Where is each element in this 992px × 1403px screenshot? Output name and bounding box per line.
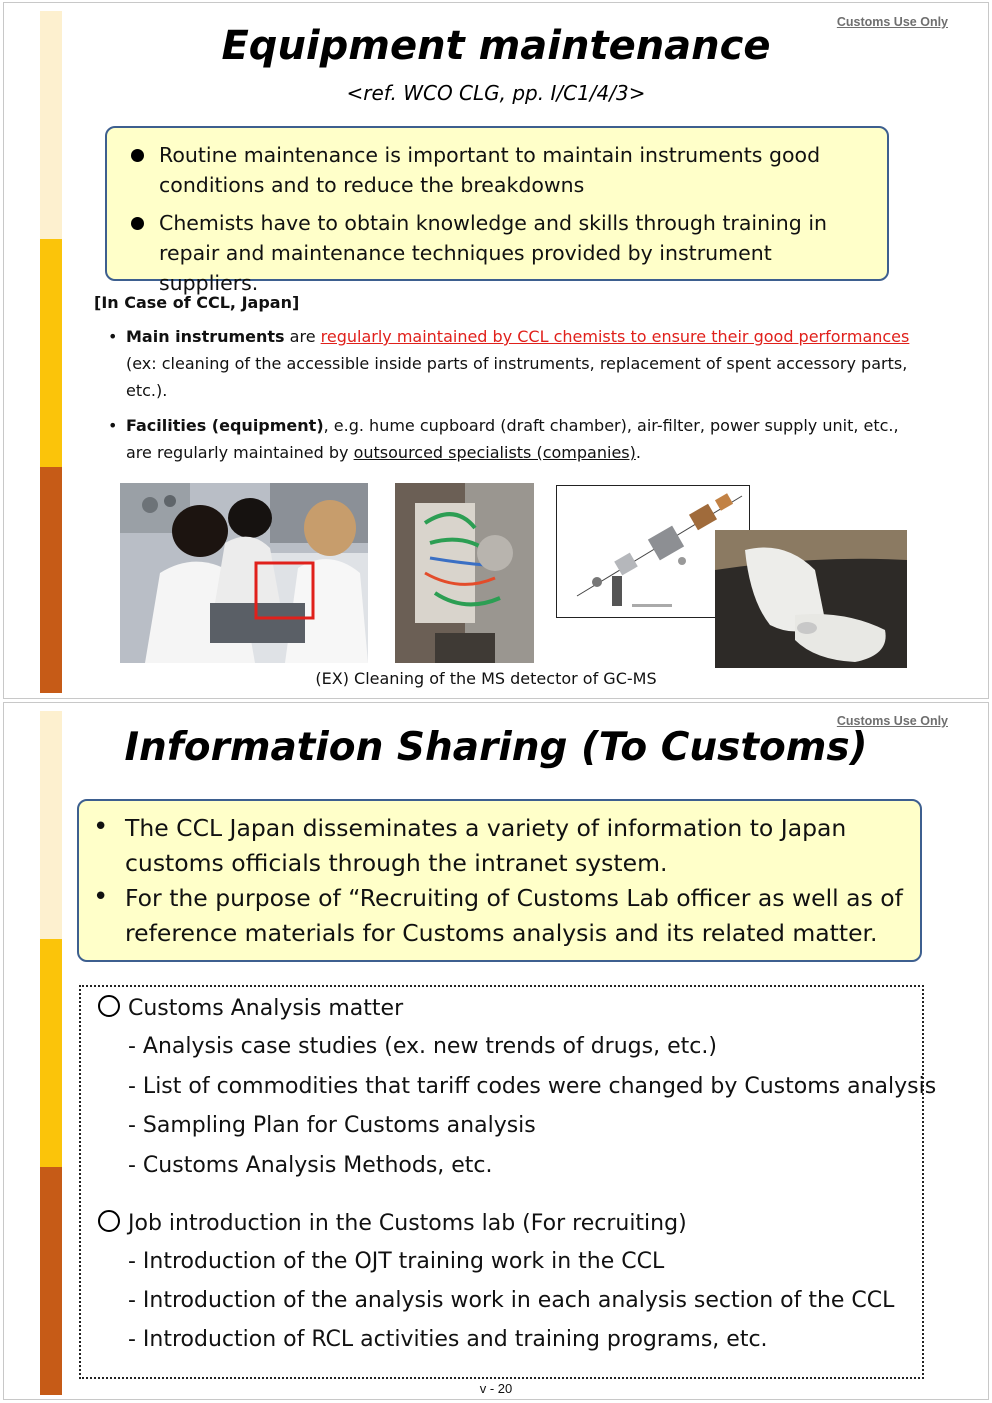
photo-chemists-at-instrument bbox=[120, 483, 368, 663]
slide-equipment-maintenance bbox=[3, 2, 989, 699]
key-points-callout bbox=[77, 799, 922, 962]
photo-gloved-hands bbox=[715, 530, 907, 668]
bullet-dot-icon bbox=[131, 217, 144, 230]
key-points-callout bbox=[105, 126, 889, 295]
bullet-dot-icon bbox=[131, 149, 144, 162]
list-item: - Introduction of the OJT training work in the CCL bbox=[128, 1249, 665, 1274]
main-instruments-bullet: • Main instruments are regularly maintained by CCL chemists to ensure their good performances (ex: cleaning of the accessible inside parts of instruments, replacement of spent accessory parts, etc.). bbox=[108, 323, 918, 404]
lab-photo-icon bbox=[120, 483, 368, 663]
photo-caption: (EX) Cleaning of the MS detector of GC-MS bbox=[315, 669, 657, 688]
list-item: - Introduction of RCL activities and training programs, etc. bbox=[128, 1327, 768, 1352]
circle-bullet-icon bbox=[98, 1210, 120, 1232]
stripe-brown bbox=[40, 467, 62, 693]
list-item: - Customs Analysis Methods, etc. bbox=[128, 1153, 493, 1178]
group-heading-recruiting: Job introduction in the Customs lab (For recruiting) bbox=[98, 1210, 687, 1236]
bullet-icon: • bbox=[93, 882, 109, 912]
customs-use-label: Customs Use Only bbox=[836, 15, 948, 29]
stripe-gold bbox=[40, 239, 62, 467]
page-subtitle: <ref. WCO CLG, pp. I/C1/4/3> bbox=[346, 81, 646, 105]
gloves-photo-icon bbox=[715, 530, 907, 668]
callout-point: Routine maintenance is important to maintain instruments good conditions and to reduce the breakdowns bbox=[131, 140, 873, 200]
section-heading: [In Case of CCL, Japan] bbox=[94, 293, 300, 312]
stripe-gold bbox=[40, 939, 62, 1167]
customs-use-label: Customs Use Only bbox=[836, 714, 948, 728]
facilities-bullet: • Facilities (equipment), e.g. hume cupboard (draft chamber), air-filter, power supply unit, etc., are regularly maintained by outsourced specialists (companies). bbox=[108, 412, 918, 466]
page-title: Equipment maintenance bbox=[221, 23, 771, 69]
highlight-text: regularly maintained by CCL chemists to ensure their good performances bbox=[320, 327, 910, 346]
list-item: - Introduction of the analysis work in each analysis section of the CCL bbox=[128, 1288, 895, 1313]
circle-bullet-icon bbox=[98, 995, 120, 1017]
list-item: - Analysis case studies (ex. new trends of drugs, etc.) bbox=[128, 1034, 717, 1059]
bullet-icon: • bbox=[108, 416, 118, 435]
callout-point: Chemists have to obtain knowledge and skills through training in repair and maintenance techniques provided by instrument suppliers. bbox=[131, 208, 873, 298]
page-number: v - 20 bbox=[479, 1381, 513, 1396]
bullet-icon: • bbox=[93, 812, 109, 842]
detector-photo-icon bbox=[395, 483, 534, 663]
list-item: - List of commodities that tariff codes were changed by Customs analysis bbox=[128, 1074, 937, 1099]
bullet-icon: • bbox=[108, 327, 118, 346]
stripe-brown bbox=[40, 1167, 62, 1395]
callout-point: • For the purpose of “Recruiting of Customs Lab officer as well as of reference materials for Customs analysis and its related matter. bbox=[93, 882, 903, 947]
photo-ms-detector bbox=[395, 483, 534, 663]
list-item: - Sampling Plan for Customs analysis bbox=[128, 1113, 536, 1138]
callout-point: • The CCL Japan disseminates a variety of information to Japan customs officials through the intranet system. bbox=[93, 812, 847, 877]
underlined-text: outsourced specialists (companies) bbox=[353, 443, 636, 462]
page-title: Information Sharing (To Customs) bbox=[124, 725, 868, 770]
slide-information-sharing bbox=[3, 702, 989, 1400]
group-heading-analysis: Customs Analysis matter bbox=[98, 995, 403, 1021]
